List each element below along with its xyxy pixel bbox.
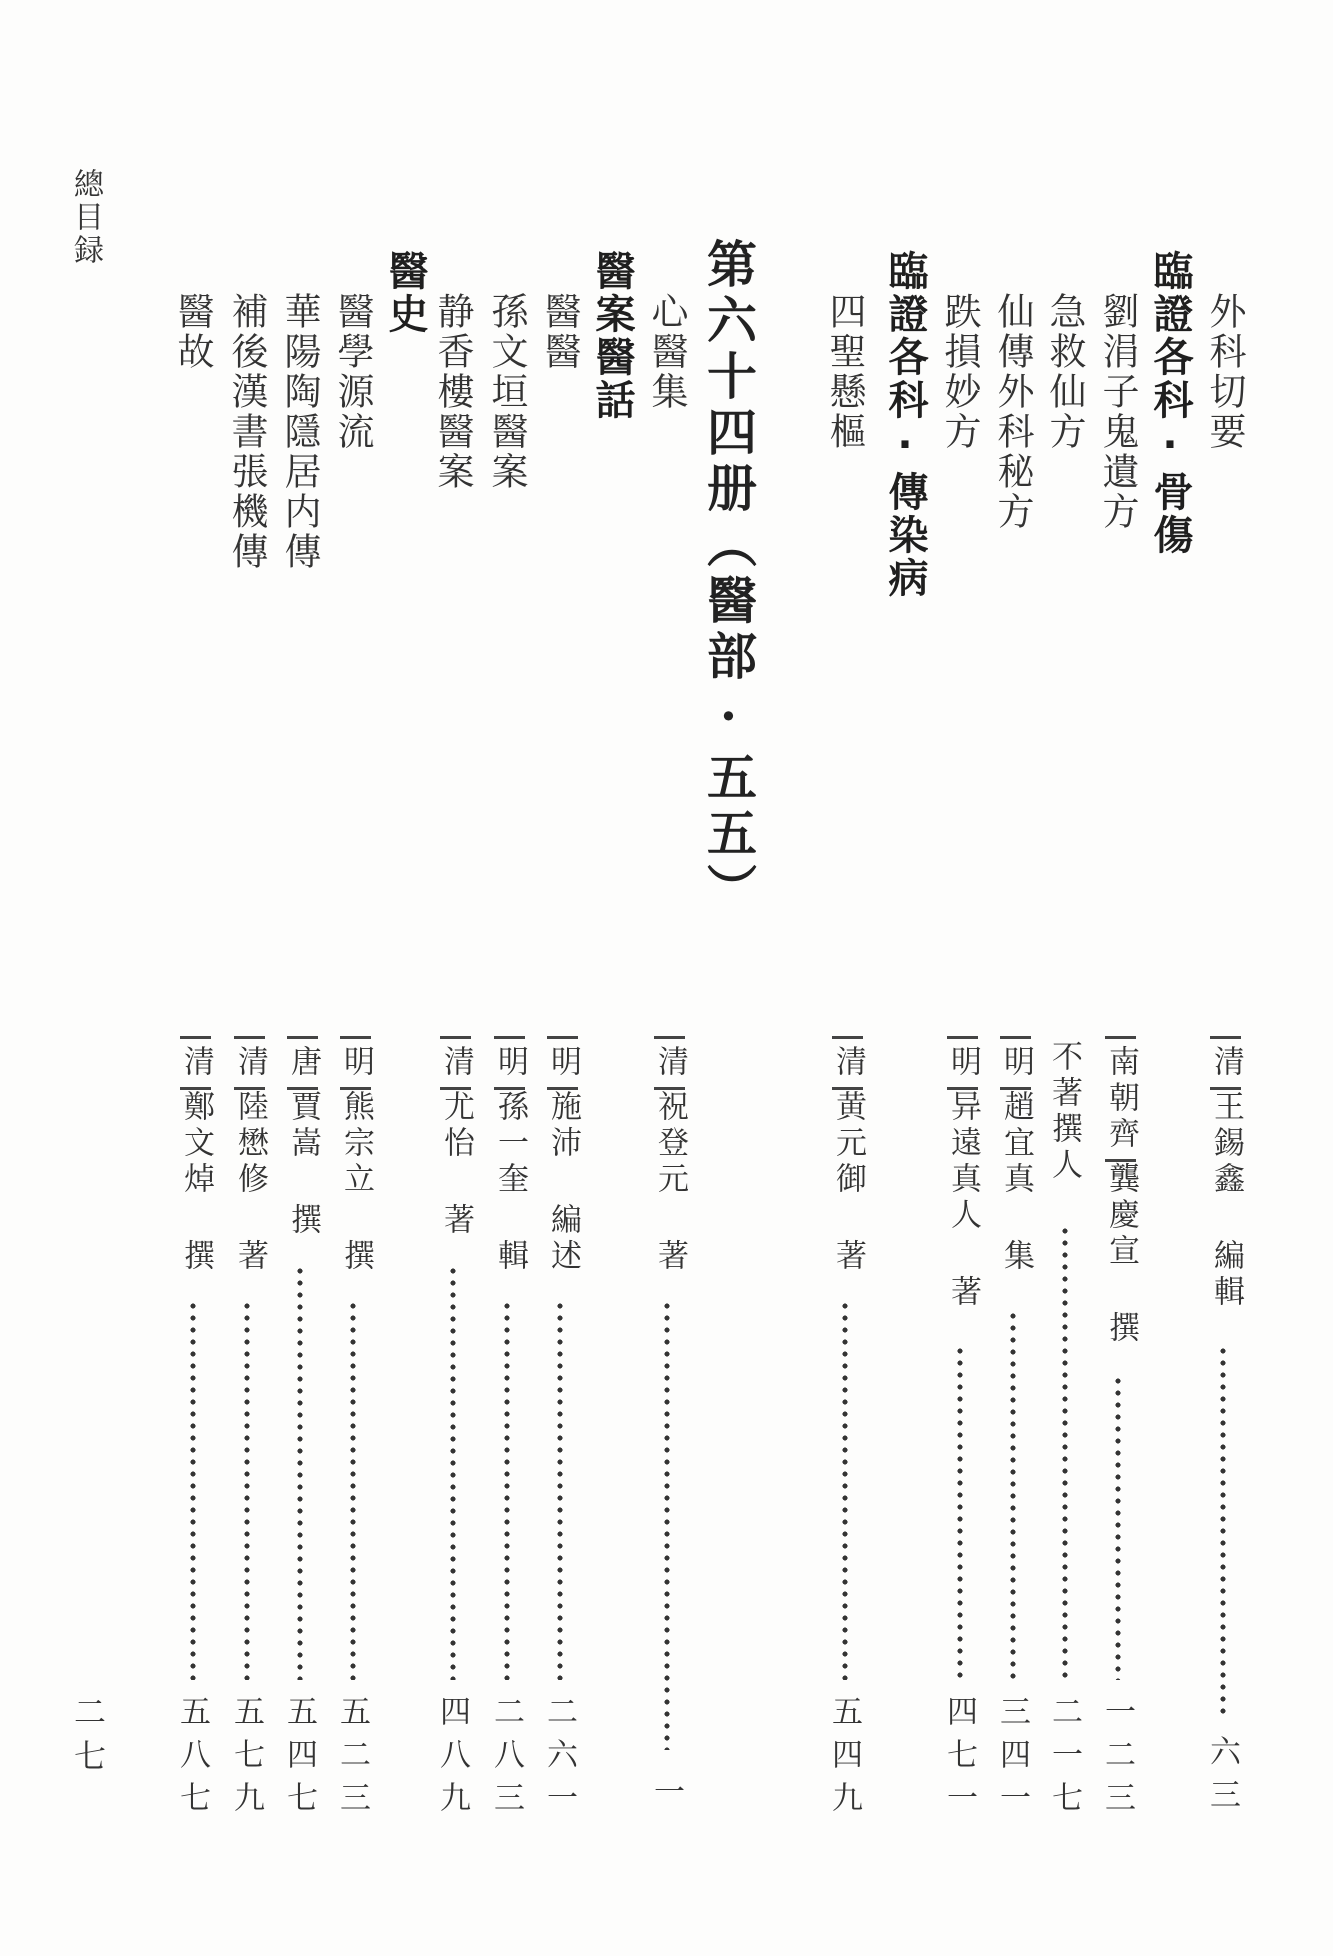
dot-leader [664,1300,670,1750]
entry-author: 清王錫鑫 編輯 [1206,1036,1245,1311]
entry-page-number[interactable]: 一 [648,1775,684,1818]
entry-title[interactable]: 劉涓子鬼遺方 [1096,292,1139,532]
entry-title[interactable]: 醫醫 [538,292,581,372]
entry-title[interactable]: 醫故 [171,292,214,372]
entry-title[interactable]: 醫學源流 [331,292,374,452]
entry-author: 清祝登元 著 [650,1036,689,1275]
dot-leader [297,1265,303,1680]
entry-author: 不著撰人 [1046,1040,1082,1184]
dot-leader [244,1300,250,1680]
dot-leader [504,1300,510,1680]
dot-leader [1220,1345,1226,1715]
entry-page-number[interactable]: 二八三 [488,1695,524,1824]
dynasty-bracket: 明 [547,1036,578,1090]
entry-author: 清尤怡 著 [436,1036,475,1239]
dynasty-bracket: 清 [1210,1036,1241,1090]
entry-title[interactable]: 華陽陶隱居内傳 [278,292,321,572]
entry-page-number[interactable]: 二一七 [1046,1695,1082,1824]
entry-title[interactable]: 跌損妙方 [938,292,981,452]
entry-author: 明孫一奎 輯 [490,1036,529,1275]
dynasty-bracket: 明 [1000,1036,1031,1090]
dynasty-bracket: 清 [832,1036,863,1090]
section-heading-infectious-disease: 臨證各科·傳染病 [882,250,928,600]
entry-title[interactable]: 静香樓醫案 [431,292,474,492]
entry-page-number[interactable]: 五二三 [334,1695,370,1824]
entry-author: 清陸懋修 著 [230,1036,269,1275]
dot-leader [557,1300,563,1680]
entry-title[interactable]: 仙傳外科秘方 [991,292,1034,532]
entry-title[interactable]: 補後漢書張機傳 [225,292,268,572]
entry-title[interactable]: 心醫集 [645,292,688,412]
entry-page-number[interactable]: 五四七 [281,1695,317,1824]
dynasty-bracket: 唐 [287,1036,318,1090]
entry-author: 明施沛 編述 [543,1036,582,1275]
entry-page-number[interactable]: 五八七 [174,1695,210,1824]
entry-author: 清黄元御 著 [828,1036,867,1275]
dynasty-bracket: 清 [180,1036,211,1090]
entry-title[interactable]: 四聖懸樞 [823,292,866,452]
entry-title[interactable]: 孫文垣醫案 [485,292,528,492]
dot-leader [350,1300,356,1680]
entry-page-number[interactable]: 二六一 [541,1695,577,1824]
entry-author: 清鄭文焯 撰 [176,1036,215,1275]
dynasty-bracket: 明 [494,1036,525,1090]
section-heading-orthopedics: 臨證各科·骨傷 [1147,250,1193,557]
entry-author: 明趙宜真 集 [996,1036,1035,1275]
dot-leader [842,1300,848,1680]
entry-author: 明熊宗立 撰 [336,1036,375,1275]
dynasty-bracket: 明 [947,1036,978,1090]
dot-leader [1115,1375,1121,1680]
entry-page-number[interactable]: 五七九 [228,1695,264,1824]
entry-page-number[interactable]: 五四九 [826,1695,862,1824]
entry-page-number[interactable]: 三四一 [994,1695,1030,1824]
entry-page-number[interactable]: 四七一 [941,1695,977,1824]
dot-leader [1010,1310,1016,1680]
dot-leader [450,1265,456,1680]
dynasty-bracket: 南朝齊 [1105,1036,1136,1162]
dot-leader [1062,1225,1068,1680]
dot-leader [190,1300,196,1680]
dot-leader [957,1345,963,1680]
entry-author: 唐賈嵩 撰 [283,1036,322,1239]
entry-page-number[interactable]: 六三 [1204,1735,1240,1821]
section-heading-case-records: 醫案醫話 [589,250,635,422]
section-heading-medical-history: 醫史 [382,250,428,336]
entry-author: 明异遠真人 著 [943,1036,982,1311]
entry-author: 南朝齊龔慶宣 撰 [1101,1036,1140,1347]
entry-page-number[interactable]: 四八九 [434,1695,470,1824]
dynasty-bracket: 明 [340,1036,371,1090]
folio-page-number: 二七 [69,1695,107,1783]
dynasty-bracket: 清 [234,1036,265,1090]
dynasty-bracket: 清 [440,1036,471,1090]
dynasty-bracket: 清 [654,1036,685,1090]
volume-heading: 第六十四册（醫部·五五） [699,238,758,919]
running-header: 總目録 [68,168,103,267]
entry-title[interactable]: 急救仙方 [1043,292,1086,452]
entry-page-number[interactable]: 一二三 [1099,1695,1135,1824]
entry-title[interactable]: 外科切要 [1203,292,1246,452]
